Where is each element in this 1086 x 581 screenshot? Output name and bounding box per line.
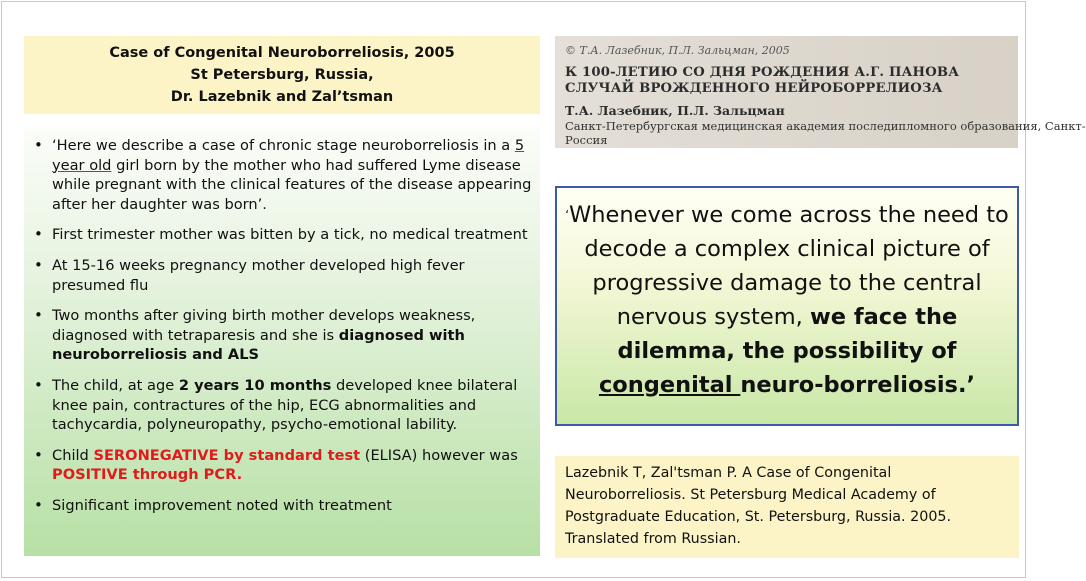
quote-bold-end: neuro-borreliosis.’ xyxy=(740,372,976,398)
bullet-4-text: Two months after giving birth mother develops weakness, diagnosed with tetraparesis and she is xyxy=(52,307,476,344)
bullet-list-box xyxy=(24,128,540,556)
bullet-case-description xyxy=(32,136,532,214)
bullet-tick-bite: • First trimester mother was bitten by a tick, no medical treatment xyxy=(32,225,532,245)
quote-text: Whenever we come across the need to decode a complex clinical picture of progressive damage to the central nervous system, xyxy=(569,202,1009,330)
title-line-1: Case of Congenital Neuroborreliosis, 2005 xyxy=(109,45,455,61)
quote-bold-text: we face the dilemma, the possibility of xyxy=(617,304,958,364)
bullet-child-symptoms xyxy=(32,376,532,435)
scan-heading-2: СЛУЧАЙ ВРОЖДЕННОГО НЕЙРОБОРРЕЛИОЗА xyxy=(565,81,943,96)
bullet-list xyxy=(32,136,532,516)
reference-line-1: Lazebnik T, Zal'tsman P. A Case of Congenital xyxy=(565,465,892,481)
scan-authors: Т.А. Лазебник, П.Л. Зальцман xyxy=(565,103,785,118)
scan-heading-1: К 100-ЛЕТИЮ СО ДНЯ РОЖДЕНИЯ А.Г. ПАНОВА xyxy=(565,65,960,80)
reference-line-4: Translated from Russian. xyxy=(565,531,741,547)
reference-line-3: Postgraduate Education, St. Petersburg, Russia. 2005. xyxy=(565,509,952,525)
scan-institution-2: Россия xyxy=(565,133,608,147)
bullet-fever: • At 15-16 weeks pregnancy mother developed high fever presumed flu xyxy=(32,256,532,295)
scan-institution-1: Санкт-Петербургская медицинская академия последипломного образования, Санкт- xyxy=(565,119,1086,133)
diagnosis-bold: diagnosed with neuroborreliosis and ALS xyxy=(52,326,465,364)
bullet-1-text-end: girl born by the mother who had suffered Lyme disease while pregnant with the clinical features of the disease appearing after her daughter was born’. xyxy=(52,156,532,213)
title-line-2: St Petersburg, Russia, xyxy=(190,67,374,83)
reference-line-2: Neuroborreliosis. St Petersburg Medical Academy of xyxy=(565,487,936,503)
bullet-test-results xyxy=(32,446,532,485)
bullet-5-text: The child, at age xyxy=(52,376,179,394)
bullet-5-text-end: developed knee bilateral knee pain, contractures of the hip, ECG abnormalities and tachycardia, polyneuropathy, psycho-emotional lability. xyxy=(52,376,518,434)
title-line-3: Dr. Lazebnik and Zal’tsman xyxy=(170,89,394,105)
age-bold: 2 years 10 months xyxy=(178,376,332,394)
bullet-1-text: ‘Here we describe a case of chronic stage neuroborreliosis in a xyxy=(52,137,515,154)
quote-underlined: congenital xyxy=(598,372,741,398)
bullet-6-text: Child xyxy=(52,446,94,464)
scan-copyright: © Т.А. Лазебник, П.Л. Зальцман, 2005 xyxy=(565,44,790,57)
bullet-6-text-mid: (ELISA) however was xyxy=(360,446,518,464)
russian-article-scan xyxy=(555,36,1086,148)
quote-open-mark: ‘ xyxy=(565,208,570,222)
quote-box xyxy=(555,186,1019,426)
title-box xyxy=(24,36,540,114)
age-underlined: 5 year old xyxy=(52,137,525,174)
reference-box xyxy=(555,456,1019,558)
pcr-positive-red: POSITIVE through PCR. xyxy=(52,466,243,484)
bullet-improvement: • Significant improvement noted with treatment xyxy=(32,496,532,516)
seronegative-red: SERONEGATIVE by standard test xyxy=(93,446,361,464)
bullet-mother-diagnosis xyxy=(32,306,532,365)
